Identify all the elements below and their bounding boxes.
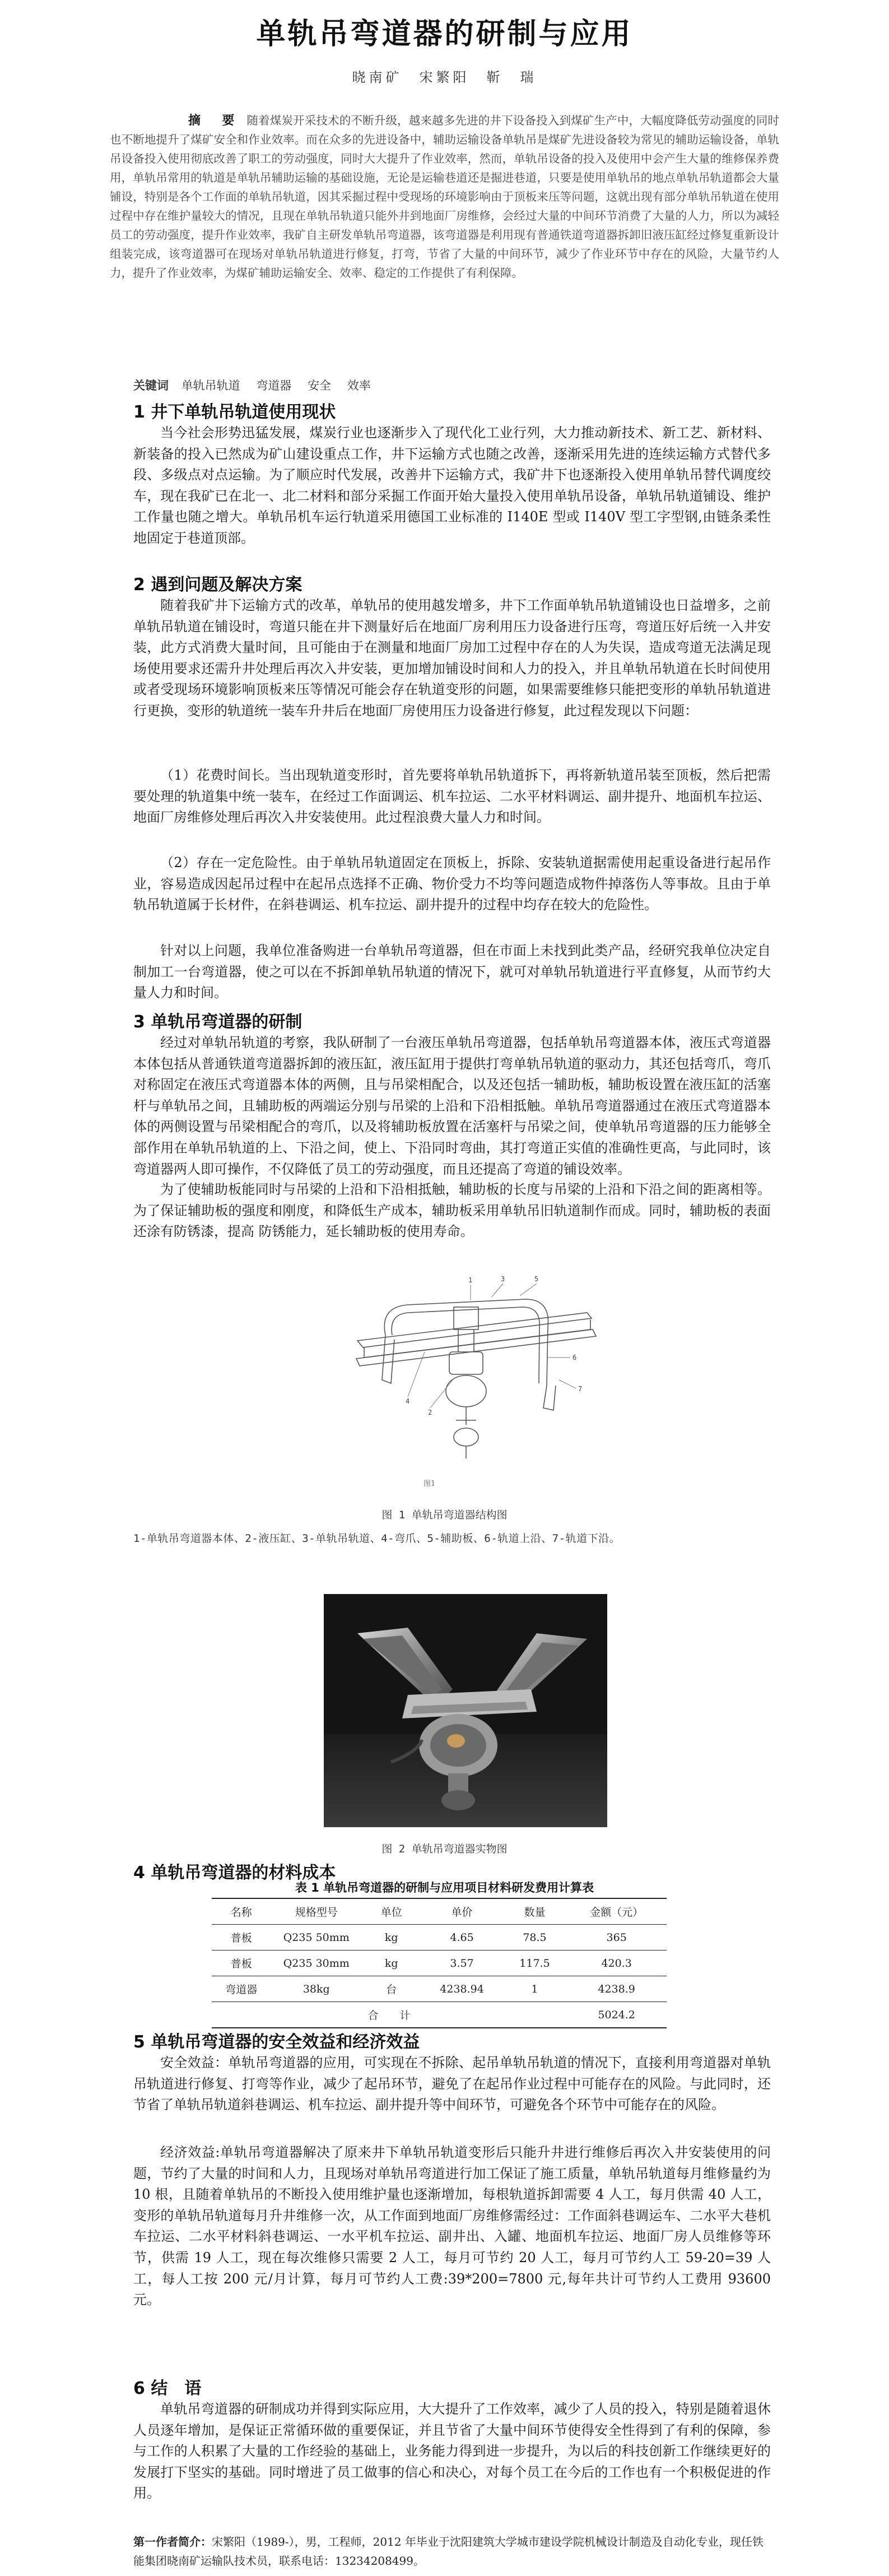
section-heading-2: 2 遇到问题及解决方案 xyxy=(133,575,302,595)
table-cell: 普板 xyxy=(230,1932,252,1944)
total-label: 合 计 xyxy=(367,2009,411,2022)
table-cell: kg xyxy=(384,1957,398,1970)
figure-1-diagram xyxy=(324,1273,604,1475)
abstract-label: 摘 要 xyxy=(188,113,239,128)
table-cell: Q235 50mm xyxy=(283,1931,350,1944)
section-2-paragraph-3: （2）存在一定危险性。由于单轨吊轨道固定在顶板上，拆除、安装轨道据需使用起重设备进行起吊作业，容易造成因起吊过程中在起吊点选择不正确、物价受力不均等问题造成物件掉落伤人等事故。且由于单轨吊轨道属于长材件，在斜巷调运、机车拉运、副井提升的过程中均存在较大的危险性。 xyxy=(133,855,771,913)
rail-top-flange xyxy=(357,1313,592,1347)
table-row xyxy=(212,1976,667,2002)
table-cell: 3.57 xyxy=(450,1957,474,1970)
table-row xyxy=(212,1950,667,1976)
abstract-text: 随着煤炭开采技术的不断升级，越来越多先进的井下设备投入到煤矿生产中，大幅度降低劳动强度的同时也不断地提升了煤矿安全和作业效率。而在众多的先进设备中，辅助运输设备单轨吊是煤矿先进设备较为常见的辅助运输设备，单轨吊设备投入使用彻底改善了职工的劳动强度，同时大大提升了作业效率，然而，单轨吊设备的投入及使用中会产生大量的维修保养费用，单轨吊常用的轨道是单轨吊辅助运输的基础设施，无论是运输巷道还是掘进巷道，只要是使用单轨吊的地点单轨吊轨道都会大量铺设，特别是各个工作面的单轨吊轨道，因其采掘过程中受现场的环境影响由于顶板来压等问题，这就出现有部分单轨吊轨道在使用过程中存在维护量较大的情况，且现在单轨吊轨道只能外井到地面厂房维修，会经过大量的中间环节消费了大量的人力，所以为减轻员工的劳动强度，提升作业效率，我矿自主研发单轨吊弯道器，该弯道器是利用现有普通铁道弯道器拆卸旧液压缸经过修复重新设计组装完成，该弯道器可在现场对单轨吊轨道进行修复，打弯，节省了大量的中间环节，减少了作业环节中存在的风险，大量节约人力，提升了作业效率，为煤矿辅助运输安全、效率、稳定的工作提供了有利保障。 xyxy=(110,114,779,280)
table-cell: 台 xyxy=(386,1984,397,1996)
table-cell: 117.5 xyxy=(519,1957,550,1970)
keyword-item: 安全 xyxy=(308,379,332,392)
table-cell: 38kg xyxy=(302,1982,330,1995)
figure-2-photo xyxy=(324,1594,607,1827)
section-heading-5: 5 单轨吊弯道器的安全效益和经济效益 xyxy=(133,2032,420,2052)
section-heading-1: 1 井下单轨吊轨道使用现状 xyxy=(133,402,336,422)
section-1-paragraph: 当今社会形势迅猛发展，煤炭行业也逐渐步入了现代化工业行列，大力推动新技术、新工艺、新材料、新装备的投入已然成为矿山建设重点工作，井下运输方式也随之改善，逐渐采用先进的连续运输方式替代多段、多级点对点运输。为了顺应时代发展，改善井下运输方式，我矿井下也逐渐投入使用单轨吊替代调度绞车，现在我矿已在北一、北二材料和部分采掘工作面开始大量投入使用单轨吊设备，单轨吊轨道铺设、维护工作量也随之增大。单轨吊机车运行轨道采用德国工业标准的 I140E 型或 I140V 型工字型钢,由链条柔性地固定于巷道顶部。 xyxy=(133,425,771,546)
column-header: 名称 xyxy=(230,1906,252,1919)
author-line: 晓南矿 宋繁阳 靳 瑞 xyxy=(352,70,537,85)
callout-1: 1 xyxy=(468,1276,473,1284)
figure-1-number: 图1 xyxy=(423,1480,436,1488)
column-header: 规格型号 xyxy=(295,1906,338,1919)
total-value: 5024.2 xyxy=(598,2008,635,2021)
table-cell: kg xyxy=(384,1931,398,1944)
table-cell: 78.5 xyxy=(523,1931,547,1944)
table-cell: 弯道器 xyxy=(225,1984,258,1996)
claw-left xyxy=(382,1335,394,1383)
abstract-block xyxy=(110,111,779,282)
callout-3: 3 xyxy=(501,1275,505,1283)
column-header: 单位 xyxy=(380,1906,402,1919)
claw-right xyxy=(543,1386,556,1410)
table-cell: 4238.94 xyxy=(440,1982,484,1995)
table-cell: 4238.9 xyxy=(598,1982,635,1995)
keywords-label: 关键词 xyxy=(133,378,169,392)
section-heading-4: 4 单轨吊弯道器的材料成本 xyxy=(133,1863,336,1883)
table-row xyxy=(212,1925,667,1950)
callout-4: 4 xyxy=(406,1397,410,1405)
section-5-paragraph-1: 安全效益：单轨吊弯道器的应用，可实现在不拆除、起吊单轨吊轨道的情况下，直接利用弯道器对单轨吊轨道进行修复、打弯等作业，减少了起吊环节，避免了在起吊作业过程中可能存在的风险。与此同时，还节省了单轨吊轨道斜巷调运、机车拉运、副井提升等中间环节，可避免各个环节中可能存在的风险。 xyxy=(133,2055,771,2113)
column-header: 金额（元） xyxy=(590,1906,644,1919)
column-header: 单价 xyxy=(451,1906,473,1919)
section-3-paragraph-1: 经过对单轨吊轨道的考察，我队研制了一台液压单轨吊弯道器，包括单轨吊弯道器本体，液压式弯道器本体包括从普通铁道弯道器拆卸的液压缸，液压缸用于提供打弯单轨吊轨道的驱动力，其还包括弯爪，弯爪对称固定在液压式弯道器本体的两侧，且与吊梁相配合，以及还包括一辅助板，辅助板设置在液压缸的活塞杆与单轨吊之间，且辅助板的两端运分别与吊梁的上沿和下沿相抵触。单轨吊弯道器通过在液压式弯道器本体的两侧设置与吊梁相配合的弯爪，以及将辅助板放置在活塞杆与吊梁之间，使单轨吊弯道器的压力能够全部作用在单轨吊轨道的上、下沿之间，使上、下沿同时弯曲，其打弯道正实值的准确性更高，与此同时，该弯道器两人即可操作，不仅降低了员工的劳动强度，而且还提高了弯道的铺设效率。 xyxy=(133,1035,771,1177)
section-2-paragraph-4: 针对以上问题，我单位准备购进一台单轨吊弯道器，但在市面上未找到此类产品，经研究我单位决定自制加工一台弯道器，使之可以在不拆卸单轨吊轨道的情况下，就可对单轨吊轨道进行平直修复，从而节约大量人力和时间。 xyxy=(133,943,771,1001)
table-cell: 420.3 xyxy=(601,1957,632,1970)
cylinder-body xyxy=(446,1375,486,1407)
table-cell: Q235 30mm xyxy=(283,1957,350,1970)
section-2-paragraph-2: （1）花费时间长。当出现轨道变形时，首先要将单轨吊轨道拆下，再将新轨道吊装至顶板，然后把需要处理的轨道集中统一装车，在经过工作面调运、机车拉运、二水平材料调运、副井提升、地面机车拉运、地面厂房维修处理后再次入井安装使用。此过程浪费大量人力和时间。 xyxy=(133,767,771,826)
paper-title: 单轨吊弯道器的研制与应用 xyxy=(256,17,633,51)
table-cell: 4.65 xyxy=(450,1931,474,1944)
table-total-row xyxy=(212,2002,667,2028)
section-6-paragraph: 单轨吊弯道器的研制成功并得到实际应用，大大提升了工作效率，减少了人员的投入，特别是随着退休人员逐年增加，是保证正常循环做的重要保证，并且节省了大量中间环节使得安全性得到了有利的保障，参与工作的人积累了大量的工作经验的基础上，业务能力得到进一步提升，为以后的科技创新工作继续更好的发展打下坚实的基础。同时增进了员工做事的信心和决心，对每个员工在今后的工作也有一个积极促进的作用。 xyxy=(133,2401,771,2501)
table-cell: 1 xyxy=(531,1982,538,1995)
section-3-paragraph-2: 为了使辅助板能同时与吊梁的上沿和下沿相抵触，辅助板的长度与吊梁的上沿和下沿之间的距离相等。为了保证辅助板的强度和刚度，和降低生产成本，辅助板采用单轨吊旧轨道制作而成。同时，辅助板的表面还涂有防锈漆，提高 防锈能力，延长辅助板的使用寿命。 xyxy=(133,1182,771,1240)
keyword-item: 单轨吊轨道 xyxy=(181,379,240,392)
column-header: 数量 xyxy=(524,1906,546,1919)
keywords-line xyxy=(133,377,383,393)
section-heading-3: 3 单轨吊弯道器的研制 xyxy=(133,1012,302,1032)
author-bio xyxy=(133,2532,771,2570)
table-cell: 普板 xyxy=(230,1958,252,1970)
table-cell: 365 xyxy=(606,1931,627,1944)
callout-2: 2 xyxy=(428,1409,432,1416)
section-heading-6: 6 结 语 xyxy=(133,2379,202,2398)
table-header-row xyxy=(212,1898,667,1925)
figure-2-caption: 图 2 单轨吊弯道器实物图 xyxy=(381,1843,508,1855)
table-1-caption: 表 1 单轨吊弯道器的研制与应用项目材料研发费用计算表 xyxy=(295,1881,594,1894)
bio-label: 第一作者简介： xyxy=(133,2535,212,2549)
callout-7: 7 xyxy=(578,1385,583,1393)
keyword-item: 效率 xyxy=(347,379,371,392)
bio-text: 宋繁阳（1989-），男，工程师，2012 年毕业于沈阳建筑大学城市建设学院机械设计制造及自动化专业，现任铁能集团晓南矿运输队技术员，联系电话：13234208499。 xyxy=(133,2535,764,2568)
figure-1-caption: 图 1 单轨吊弯道器结构图 xyxy=(381,1509,508,1521)
section-2-paragraph-1: 随着我矿井下运输方式的改革，单轨吊的使用越发增多，井下工作面单轨吊轨道铺设也日益增多，之前单轨吊轨道在铺设时，弯道只能在井下测量好后在地面厂房利用压力设备进行压弯，弯道压好后统一入井安装，此方式消费大量时间，且可能由于在测量和地面厂房加工过程中存在的人为失误，造成弯道无法满足现场使用要求还需升井处理后再次入井安装，更加增加铺设时间和人力的投入，并且单轨吊轨道在长时间使用或者受现场环境影响顶板来压等情况可能会存在轨道变形的问题，如果需要维修只能把变形的单轨吊轨道进行更换，变形的轨道统一装车升井后在地面厂房使用压力设备进行修复，此过程发现以下问题： xyxy=(133,597,771,719)
cost-table xyxy=(212,1898,667,2028)
callout-5: 5 xyxy=(534,1275,539,1283)
figure-1-legend: 1-单轨吊弯道器本体、2-液压缸、3-单轨吊轨道、4-弯爪、5-辅助板、6-轨道上沿、7-轨道下沿。 xyxy=(133,1532,621,1545)
keyword-item: 弯道器 xyxy=(256,379,292,392)
section-5-paragraph-2: 经济效益:单轨吊弯道器解决了原来井下单轨吊轨道变形后只能升井进行维修后再次入井安装使用的问题，节约了大量的时间和人力，且现场对单轨吊弯道进行加工保证了施工质量，单轨吊轨道每月维修量约为 10 根，且随着单轨吊的不断投入使用维护量也逐渐增加，每根轨道拆卸需要 4 人工，每月供需 40 人工，变形的单轨吊轨道每月升井维修一次，从工作面到地面厂房维修需经过：工作面斜巷调运车、二水平大巷机车拉运、二水平材料斜巷调运、一水平机车拉运、副井出、入罐、地面机车拉运、地面厂房人员维修等环节，供需 19 人工，现在每次维修只需要 2 人工，每月可节约 20 人工，每月可节约人工 59-20=39 人工，每人工按 200 元/月计算，每月可节约人工费:39*200=7800 元,每年共计可节约人工费用 93600 元。 xyxy=(133,2144,771,2308)
bender-body xyxy=(384,1299,548,1386)
callout-6: 6 xyxy=(573,1354,577,1361)
